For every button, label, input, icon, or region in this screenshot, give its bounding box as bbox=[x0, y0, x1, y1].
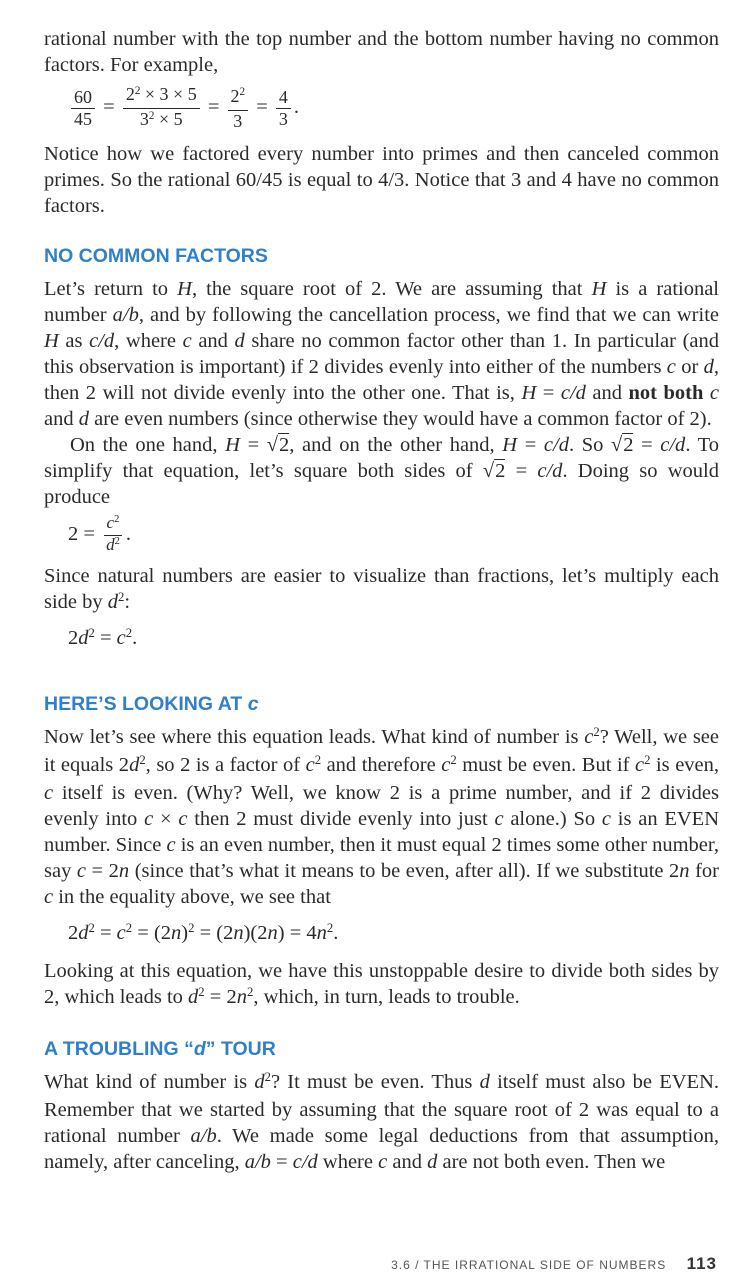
paragraph-factoring: Notice how we factored every number into primes and then canceled common primes. So the rational 60/45 is equal to 4/3. Notice that 3 and 4 have no common factors. bbox=[44, 143, 719, 217]
equation-2d2-equals-c2: $2d^2 = c^2$. bbox=[68, 626, 138, 649]
page-footer bbox=[391, 1254, 717, 1274]
paragraph-divide-both-sides: Looking at this equation, we have this unstoppable desire to divide both sides by 2, which leads to $d^2 = 2n^2$, which, in turn, leads to trouble. bbox=[44, 960, 719, 1008]
heading-troubling-d-tour: A TROUBLING “d” TOUR bbox=[44, 1038, 276, 1060]
paragraph-square-both-sides: On the one hand, H = √2, and on the other hand, H = c/d. So √2 = c/d. To simplify that equation, let’s square both sides of √2 = c/d. Doing so would produce bbox=[44, 434, 720, 508]
equation-factorization: $\frac{60}{45}$ = $\frac{2^2 \times 3 \times 5}{3^2 \times 5}$ = $\frac{2^2}{3}$ = $\frac{4}{3}$ . bbox=[68, 84, 719, 133]
page-number: 113 bbox=[686, 1254, 717, 1273]
paragraph-return-to-h: Let’s return to H, the square root of 2. We are assuming that H is a rational number a/b, and by following the cancellation process, we find that we can write H as c/d, where c and d share no common factor other than 1. In particular (and this observation is important) if 2 divides evenly into either of the numbers c or d, then 2 will not divide evenly into the other one. That is, H = c/d and not both c and d are even numbers (since otherwise they would have a common factor of 2). bbox=[44, 278, 720, 430]
paragraph-where-equation-leads: Now let’s see where this equation leads. What kind of number is $c^2$? Well, we see it equals $2d^2$, so 2 is a factor of $c^2$ and therefore $c^2$ must be even. But if $c^2$ is even, c itself is even. (Why? Well, we know 2 is a prime number, and if 2 divides evenly into c × c then 2 must divide evenly into just c alone.) So c is an EVEN number. Since c is an even number, then it must equal 2 times some other number, say c = 2n (since that’s what it means to be even, after all). If we substitute 2n for c in the equality above, we see that bbox=[44, 725, 720, 908]
paragraph-intro: rational number with the top number and the bottom number having no common factors. For example, bbox=[44, 28, 719, 76]
running-head: 3.6 / THE IRRATIONAL SIDE OF NUMBERS bbox=[391, 1258, 667, 1272]
paragraph-what-kind-d2: What kind of number is $d^2$? It must be even. Thus d itself must also be EVEN. Remember that we started by assuming that the square root of 2 was equal to a rational number a/b. We made some legal deductions from that assumption, namely, after canceling, a/b = c/d where c and d are not both even. Then we bbox=[44, 1070, 719, 1173]
page-content bbox=[44, 26, 719, 1175]
heading-no-common-factors: NO COMMON FACTORS bbox=[44, 245, 268, 267]
heading-heres-looking-at-c: HERE’S LOOKING AT c bbox=[44, 693, 259, 715]
paragraph-multiply-each-side: Since natural numbers are easier to visualize than fractions, let’s multiply each side by $d^2$: bbox=[44, 565, 719, 613]
equation-chain-4n2: $2d^2 = c^2 = (2n)^2 = (2n)(2n) = 4n^2$. bbox=[68, 921, 339, 944]
equation-two-equals-c2-over-d2: 2 = $\frac{c^2}{d^2}$ . bbox=[68, 513, 131, 554]
